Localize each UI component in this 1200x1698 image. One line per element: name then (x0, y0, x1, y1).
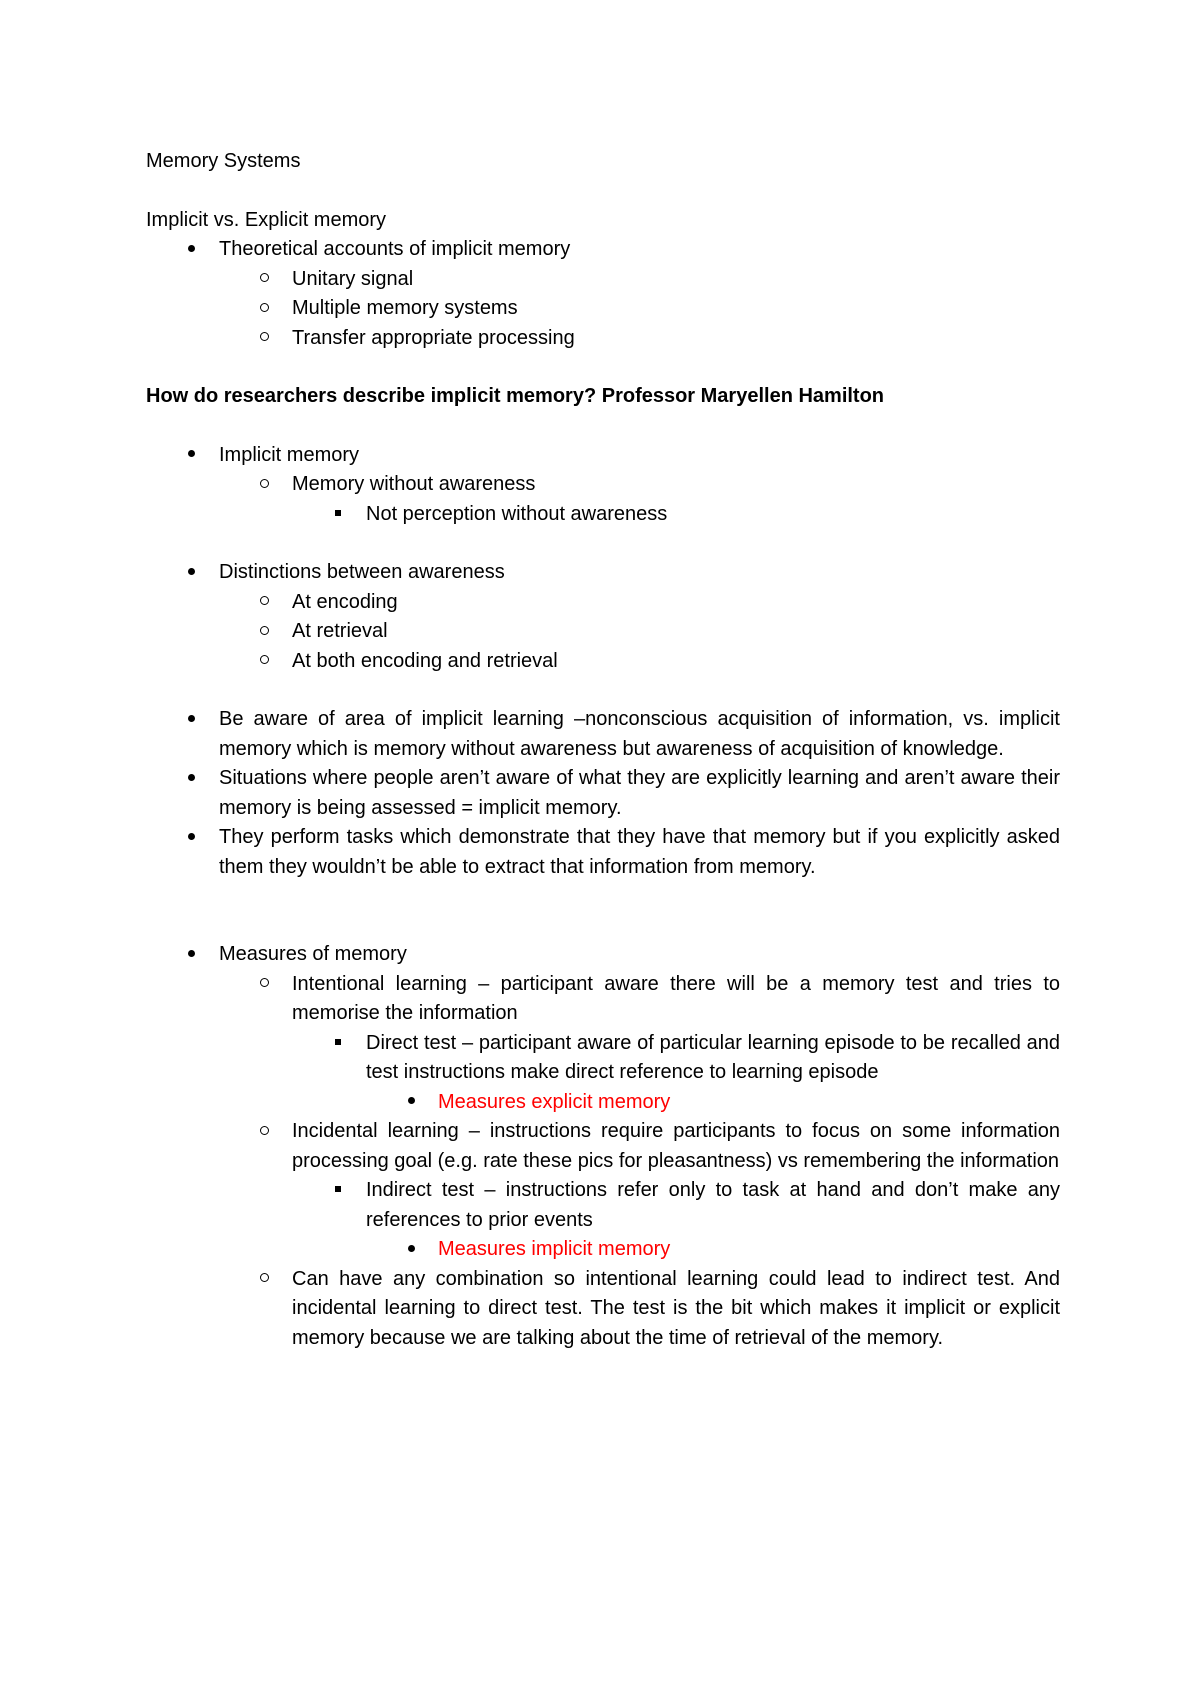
bullet-list (146, 705, 1060, 882)
bullet-dot-icon (181, 441, 201, 471)
bullet-dot-icon (181, 235, 201, 265)
list-item: Not perception without awareness (146, 500, 1060, 530)
list-item: Theoretical accounts of implicit memory (146, 235, 1060, 265)
bullet-circle-icon (254, 265, 274, 295)
list-item: Incidental learning – instructions require participants to focus on some information processing goal (e.g. rate these pics for pleasantness) vs remembering the information (146, 1117, 1060, 1176)
bullet-square-icon (328, 1176, 348, 1206)
list-item: At encoding (146, 588, 1060, 618)
bullet-circle-icon (254, 294, 274, 324)
bullet-list (146, 558, 1060, 676)
list-item: Indirect test – instructions refer only to task at hand and don’t make any references to prior events (146, 1176, 1060, 1235)
bullet-circle-icon (254, 588, 274, 618)
bullet-circle-icon (254, 324, 274, 354)
bullet-dot-icon (401, 1235, 421, 1265)
bullet-list (146, 441, 1060, 530)
bullet-list (146, 940, 1060, 1353)
bullet-square-icon (328, 500, 348, 530)
section-implicit-explicit (146, 206, 1060, 354)
bullet-dot-icon (181, 940, 201, 970)
list-item: Can have any combination so intentional learning could lead to indirect test. And incidental learning to direct test. The test is the bit which makes it implicit or explicit memory because we are talking about the time of retrieval of the memory. (146, 1265, 1060, 1354)
section-heading-bold: How do researchers describe implicit memory? Professor Maryellen Hamilton (146, 385, 885, 407)
section-heading: Implicit vs. Explicit memory (146, 208, 387, 231)
bullet-dot-icon (181, 823, 201, 853)
bullet-dot-icon (181, 705, 201, 735)
list-item: Implicit memory (146, 441, 1060, 471)
bullet-dot-icon (401, 1088, 421, 1118)
list-item: Intentional learning – participant aware there will be a memory test and tries to memorise the information (146, 970, 1060, 1029)
list-item: Multiple memory systems (146, 294, 1060, 324)
list-item: They perform tasks which demonstrate that they have that memory but if you explicitly asked them they wouldn’t be able to extract that information from memory. (146, 823, 1060, 882)
bullet-circle-icon (254, 1265, 274, 1295)
bullet-circle-icon (254, 970, 274, 1000)
bullet-circle-icon (254, 647, 274, 677)
list-item: Transfer appropriate processing (146, 324, 1060, 354)
list-item: Measures of memory (146, 940, 1060, 970)
list-item: Unitary signal (146, 265, 1060, 295)
bullet-square-icon (328, 1029, 348, 1059)
list-item-note: Measures explicit memory (146, 1088, 1060, 1118)
bullet-list (146, 235, 1060, 353)
list-item: At retrieval (146, 617, 1060, 647)
list-item-note: Measures implicit memory (146, 1235, 1060, 1265)
bullet-circle-icon (254, 1117, 274, 1147)
bullet-dot-icon (181, 558, 201, 588)
list-item: Direct test – participant aware of particular learning episode to be recalled and test instructions make direct reference to learning episode (146, 1029, 1060, 1088)
list-item: At both encoding and retrieval (146, 647, 1060, 677)
bullet-dot-icon (181, 764, 201, 794)
bullet-circle-icon (254, 617, 274, 647)
list-item: Memory without awareness (146, 470, 1060, 500)
bullet-circle-icon (254, 470, 274, 500)
doc-title: Memory Systems (146, 150, 301, 172)
list-item: Distinctions between awareness (146, 558, 1060, 588)
list-item: Be aware of area of implicit learning –nonconscious acquisition of information, vs. implicit memory which is memory without awareness but awareness of acquisition of knowledge. (146, 705, 1060, 764)
list-item: Situations where people aren’t aware of what they are explicitly learning and aren’t aware their memory is being assessed = implicit memory. (146, 764, 1060, 823)
